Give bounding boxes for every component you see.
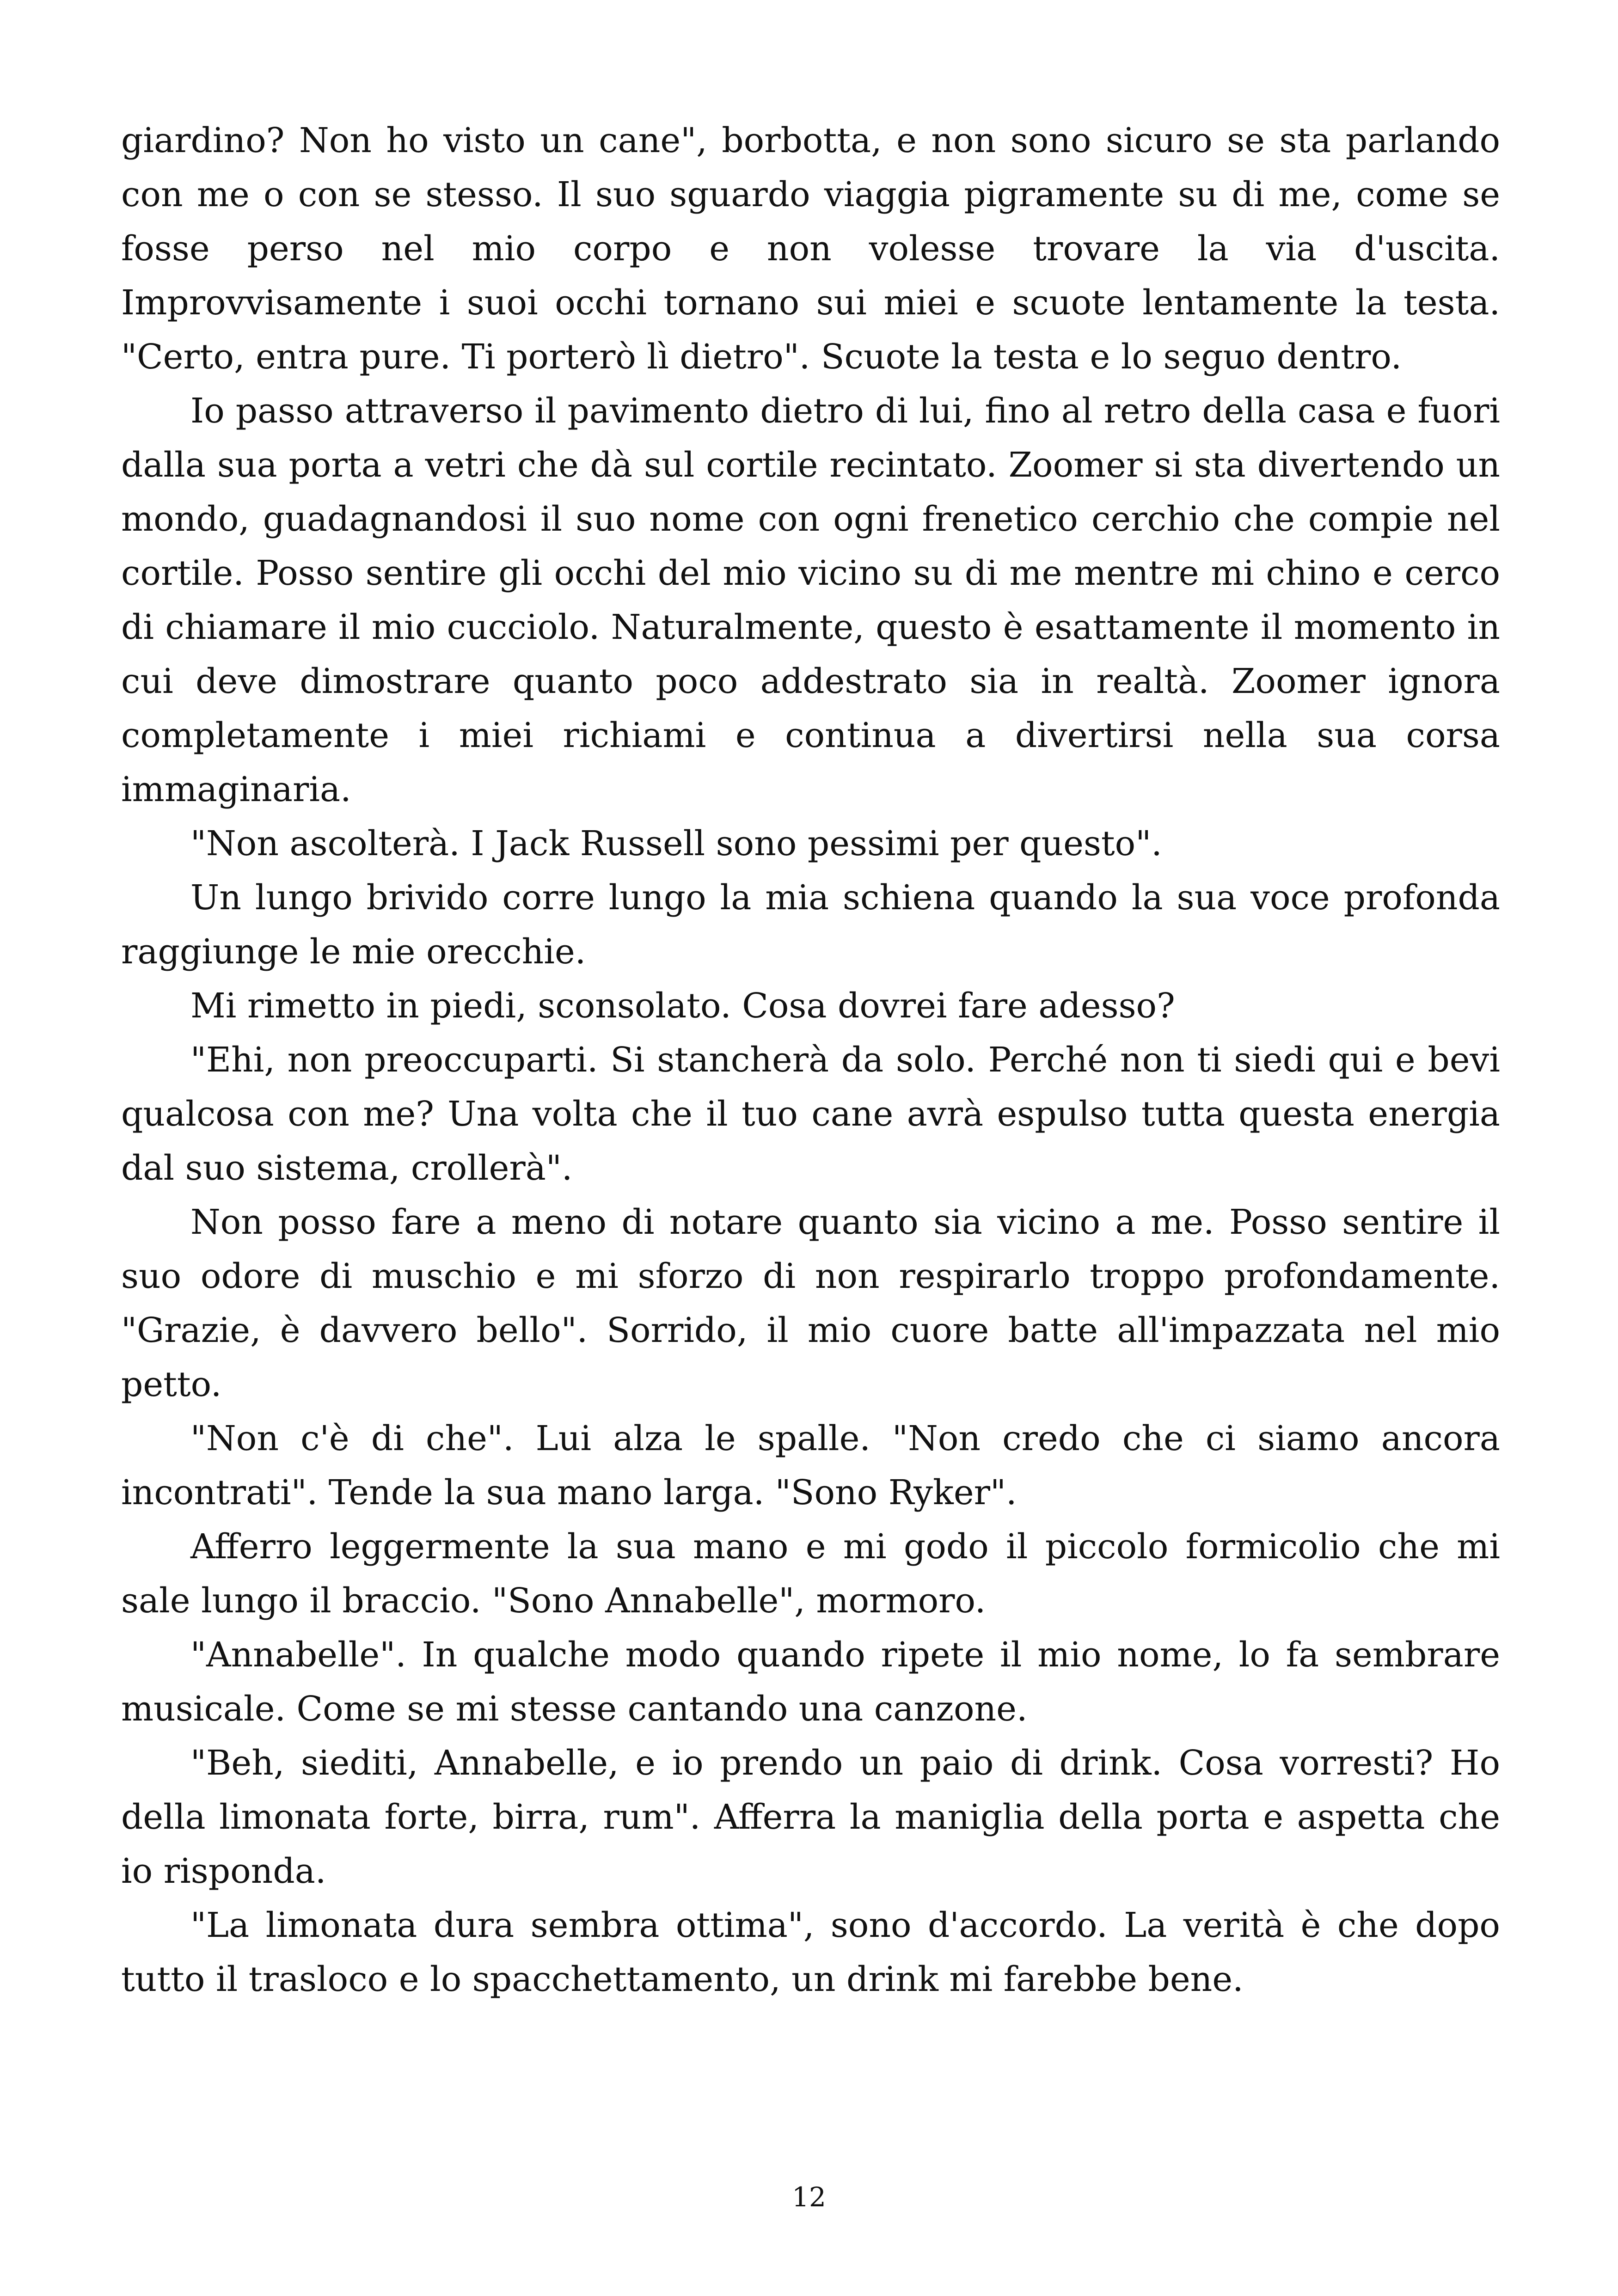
paragraph: "Ehi, non preoccuparti. Si stancherà da solo. Perché non ti siedi qui e bevi qualcosa con me? Una volta che il tuo cane avrà espulso tutta questa energia dal suo sistema, crollerà". — [121, 1040, 1500, 1188]
paragraph: Non posso fare a meno di notare quanto sia vicino a me. Posso sentire il suo odore di muschio e mi sforzo di non respirarlo troppo profondamente. "Grazie, è davvero bello". Sorrido, il mio cuore batte all'impazzata nel mio petto. — [121, 1202, 1500, 1404]
paragraph: Mi rimetto in piedi, sconsolato. Cosa dovrei fare adesso? — [190, 986, 1175, 1026]
paragraph: "La limonata dura sembra ottima", sono d'accordo. La verità è che dopo tutto il trasloco e lo spacchettamento, un drink mi farebbe bene. — [121, 1905, 1500, 1999]
body-text — [121, 114, 1500, 2007]
paragraph: giardino? Non ho visto un cane", borbotta, e non sono sicuro se sta parlando con me o con se stesso. Il suo sguardo viaggia pigramente su di me, come se fosse perso nel mio corpo e non volesse trovare la via d'uscita. Improvvisamente i suoi occhi tornano sui miei e scuote lentamente la testa. "Certo, entra pure. Ti porterò lì dietro". Scuote la testa e lo seguo dentro. — [121, 121, 1500, 377]
paragraph: Un lungo brivido corre lungo la mia schiena quando la sua voce profonda raggiunge le mie orecchie. — [121, 878, 1500, 972]
page-number: 12 — [792, 2181, 826, 2213]
paragraph: "Non c'è di che". Lui alza le spalle. "Non credo che ci siamo ancora incontrati". Tende la sua mano larga. "Sono Ryker". — [121, 1419, 1500, 1512]
paragraph: Afferro leggermente la sua mano e mi godo il piccolo formicolio che mi sale lungo il braccio. "Sono Annabelle", mormoro. — [121, 1527, 1500, 1621]
paragraph: "Annabelle". In qualche modo quando ripete il mio nome, lo fa sembrare musicale. Come se mi stesse cantando una canzone. — [121, 1635, 1500, 1729]
paragraph: Io passo attraverso il pavimento dietro di lui, fino al retro della casa e fuori dalla sua porta a vetri che dà sul cortile recintato. Zoomer si sta divertendo un mondo, guadagnandosi il suo nome con ogni frenetico cerchio che compie nel cortile. Posso sentire gli occhi del mio vicino su di me mentre mi chino e cerco di chiamare il mio cucciolo. Naturalmente, questo è esattamente il momento in cui deve dimostrare quanto poco addestrato sia in realtà. Zoomer ignora completamente i miei richiami e continua a divertirsi nella sua corsa immaginaria. — [121, 391, 1500, 809]
paragraph: "Beh, siediti, Annabelle, e io prendo un paio di drink. Cosa vorresti? Ho della limonata forte, birra, rum". Afferra la maniglia della porta e aspetta che io risponda. — [121, 1743, 1500, 1891]
paragraph: "Non ascolterà. I Jack Russell sono pessimi per questo". — [190, 824, 1162, 863]
